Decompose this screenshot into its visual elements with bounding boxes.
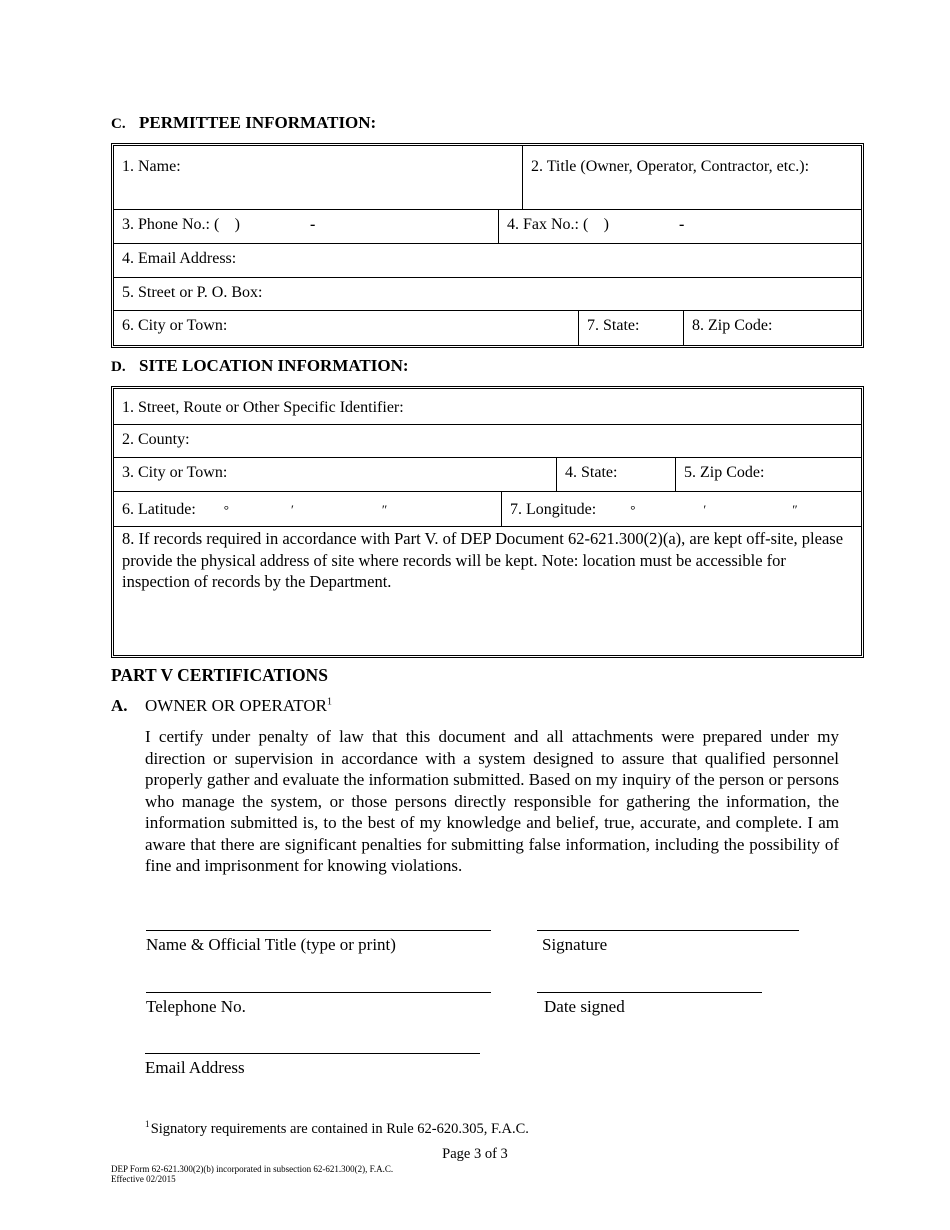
permittee-title-field[interactable]: 2. Title (Owner, Operator, Contractor, etc.):	[531, 158, 810, 175]
site-state-field[interactable]: 4. State:	[557, 458, 676, 491]
telephone-label: Telephone No.	[146, 997, 246, 1016]
name-title-label: Name & Official Title (type or print)	[146, 935, 396, 954]
permittee-street-field[interactable]: 5. Street or P. O. Box:	[122, 284, 263, 301]
permittee-city-field[interactable]: 6. City or Town:	[114, 311, 579, 345]
site-location-table	[111, 386, 864, 658]
page-number: Page 3 of 3	[442, 1146, 508, 1162]
signature-label: Signature	[542, 935, 608, 954]
site-latitude-field[interactable]: 6. Latitude: ° ′ ″	[114, 492, 502, 526]
permittee-zip-field[interactable]: 8. Zip Code:	[692, 317, 773, 334]
footnote: $^1$ Signatory requirements are contained in Rule 62-620.305, F.A.C.	[145, 1119, 529, 1137]
permittee-info-table	[111, 143, 864, 348]
permittee-fax-field[interactable]: 4. Fax No.: ( ) -	[507, 216, 685, 233]
date-signed-label: Date signed	[544, 997, 625, 1016]
section-d-heading: D. SITE LOCATION INFORMATION:	[111, 356, 409, 375]
name-title-line[interactable]	[146, 930, 491, 931]
site-county-field[interactable]: 2. County:	[122, 431, 190, 448]
site-zip-field[interactable]: 5. Zip Code:	[684, 464, 765, 481]
owner-operator-heading: A. OWNER OR OPERATOR$^1$	[111, 696, 332, 715]
part-v-heading: PART V CERTIFICATIONS	[111, 665, 328, 685]
permittee-state-field[interactable]: 7. State:	[579, 311, 684, 345]
signature-line[interactable]	[537, 930, 799, 931]
section-c-heading: C. PERMITTEE INFORMATION:	[111, 113, 377, 132]
effective-date: Effective 02/2015	[111, 1174, 176, 1184]
permittee-name-field[interactable]: 1. Name:	[114, 146, 523, 209]
certification-statement: I certify under penalty of law that this document and all attachments were prepared under my direction or supervision in accordance with a system designed to assure that qualified personnel properly gather and evaluate the information submitted. Based on my inquiry of the person or persons who manage the system, or those persons directly responsible for gathering the information, the information submitted is, to the best of my knowledge and belief, true, accurate, and complete. I am aware that there are significant penalties for submitting false information, including the possibility of fine and imprisonment for knowing violations.	[145, 727, 839, 875]
permittee-email-field[interactable]: 4. Email Address:	[122, 250, 237, 267]
email-line[interactable]	[145, 1053, 480, 1054]
email-address-label: Email Address	[145, 1058, 245, 1077]
site-city-field[interactable]: 3. City or Town:	[114, 458, 557, 491]
form-reference: DEP Form 62-621.300(2)(b) incorporated in subsection 62-621.300(2), F.A.C.	[111, 1164, 394, 1174]
site-longitude-field[interactable]: 7. Longitude: ° ′ ″	[510, 501, 798, 518]
site-street-field[interactable]: 1. Street, Route or Other Specific Identifier:	[122, 399, 404, 416]
site-records-address-field[interactable]: 8. If records required in accordance with Part V. of DEP Document 62-621.300(2)(a), are kept off-site, please provide the physical address of site where records will be kept. Note: location must be accessible for inspection of records by the Department.	[122, 529, 844, 591]
permittee-phone-field[interactable]: 3. Phone No.: ( ) -	[114, 210, 499, 243]
telephone-line[interactable]	[146, 992, 491, 993]
date-signed-line[interactable]	[537, 992, 762, 993]
